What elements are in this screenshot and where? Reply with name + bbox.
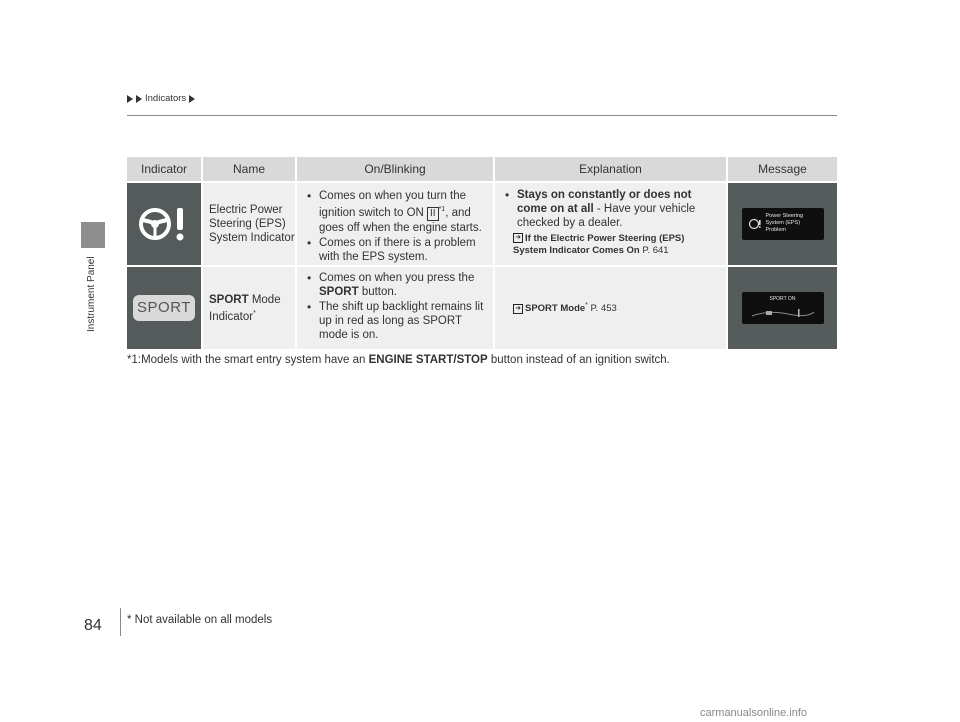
header-indicator: Indicator [127, 157, 203, 181]
footnote-ref: *1 [438, 206, 446, 213]
breadcrumb-arrow-icon [189, 95, 195, 103]
footnote-bold: ENGINE START/STOP [368, 354, 488, 366]
name-line [209, 293, 281, 307]
ref-page: P. 641 [639, 245, 669, 256]
cross-reference[interactable] [513, 300, 617, 315]
explanation-cell [495, 267, 728, 349]
item-bold: SPORT [319, 286, 359, 298]
page-number: 84 [84, 617, 102, 634]
breadcrumb-section[interactable]: Indicators [145, 93, 187, 104]
name-cell [203, 267, 297, 349]
name-text: Indicator [209, 310, 254, 323]
name-bold: SPORT [209, 293, 249, 306]
eps-warning-icon [134, 202, 194, 246]
breadcrumb [127, 93, 195, 104]
message-line: Power Steering [765, 213, 804, 219]
header-explanation: Explanation [495, 157, 728, 181]
header-on-blinking: On/Blinking [297, 157, 495, 181]
list-item [505, 188, 720, 230]
name-cell [203, 183, 297, 265]
cross-reference[interactable] [513, 233, 720, 257]
footnote [127, 354, 670, 366]
asterisk: * [585, 302, 588, 310]
breadcrumb-arrow-icon [136, 95, 142, 103]
explanation-cell [495, 183, 728, 265]
watermark: carmanualsonline.info [700, 707, 808, 719]
availability-note: * Not available on all models [127, 614, 273, 626]
on-blinking-cell [297, 183, 495, 265]
explanation-text: - Have your vehicle checked by a dealer. [517, 203, 696, 229]
header-name: Name [203, 157, 297, 181]
ref-title: If the Electric Power Steering (EPS) System Indicator Comes On [513, 233, 685, 256]
header-rule [127, 115, 837, 116]
list-item [307, 236, 487, 264]
indicator-table [127, 157, 837, 349]
message-text: SPORT ON [769, 296, 796, 302]
side-section-label: Instrument Panel [86, 256, 97, 332]
indicator-cell [127, 267, 203, 349]
item-text: Comes on when you press the [319, 272, 475, 284]
item-text: button. [358, 286, 397, 298]
list-item [307, 189, 487, 235]
item-text: The shift up backlight remains lit up in red as long as SPORT mode is on. [319, 301, 484, 341]
item-text: Comes on when you turn the ignition switch to ON [319, 190, 467, 219]
name-line: System Indicator [209, 232, 295, 244]
sport-indicator-icon: SPORT [133, 295, 195, 321]
name-line: Steering (EPS) [209, 218, 286, 230]
reference-arrow-icon: ➜ [513, 233, 523, 243]
message-cell [728, 183, 837, 265]
message-cell [728, 267, 837, 349]
name-text: Mode [248, 293, 281, 306]
drive-mode-graphic-icon [748, 306, 818, 320]
breadcrumb-arrow-icon [127, 95, 133, 103]
item-text: Comes on if there is a problem with the EPS system. [319, 236, 476, 263]
ref-page: P. 453 [587, 303, 617, 315]
footnote-text: button instead of an ignition switch. [487, 354, 670, 366]
asterisk: * [253, 309, 256, 317]
header-message: Message [758, 162, 807, 176]
table-header [127, 157, 837, 181]
footnote-text: *1:Models with the smart entry system have an [127, 354, 369, 366]
list-item [307, 271, 487, 299]
table-row [127, 267, 837, 349]
section-tab [81, 222, 105, 248]
table-row [127, 183, 837, 265]
message-line: System (EPS) [765, 220, 801, 226]
footer-rule [120, 608, 121, 636]
explanation-bold: Stays on constantly or does not come on at all [517, 189, 692, 215]
message-line: Problem [765, 227, 786, 233]
on-blinking-cell [297, 267, 495, 349]
indicator-cell [127, 183, 203, 265]
message-display [742, 292, 824, 324]
switch-position-box: II [427, 207, 439, 221]
name-line: Electric Power [209, 204, 283, 216]
message-display [742, 208, 824, 240]
list-item [307, 300, 487, 342]
name-line [209, 307, 281, 324]
eps-mini-icon [748, 217, 762, 231]
ref-title: SPORT Mode [525, 303, 586, 315]
reference-arrow-icon: ➜ [513, 304, 523, 314]
item-text: , and goes off when the engine starts. [319, 206, 482, 234]
